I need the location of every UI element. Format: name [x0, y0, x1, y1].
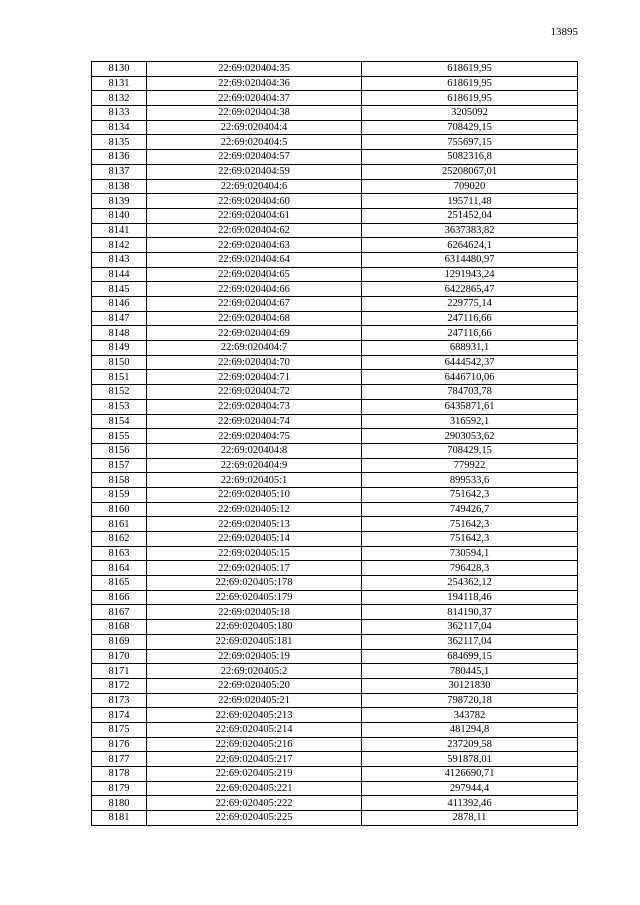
cadastral-number-cell: 22:69:020404:4 — [147, 120, 362, 135]
row-number-cell: 8179 — [92, 781, 147, 796]
cadastral-number-cell: 22:69:020405:219 — [147, 767, 362, 782]
row-number-cell: 8173 — [92, 693, 147, 708]
row-number-cell: 8174 — [92, 708, 147, 723]
table-row — [92, 664, 578, 679]
table-row — [92, 561, 578, 576]
cadastral-value-cell: 237209,58 — [362, 737, 578, 752]
table-row — [92, 546, 578, 561]
row-number-cell: 8151 — [92, 370, 147, 385]
cadastral-number-cell: 22:69:020404:59 — [147, 164, 362, 179]
table-row — [92, 76, 578, 91]
row-number-cell: 8180 — [92, 796, 147, 811]
table-row — [92, 605, 578, 620]
row-number-cell: 8137 — [92, 164, 147, 179]
cadastral-number-cell: 22:69:020404:67 — [147, 297, 362, 312]
row-number-cell: 8141 — [92, 223, 147, 238]
cadastral-number-cell: 22:69:020404:7 — [147, 341, 362, 356]
table-row — [92, 590, 578, 605]
row-number-cell: 8136 — [92, 150, 147, 165]
cadastral-number-cell: 22:69:020404:72 — [147, 385, 362, 400]
cadastral-value-cell: 779922 — [362, 458, 578, 473]
cadastral-number-cell: 22:69:020405:217 — [147, 752, 362, 767]
cadastral-number-cell: 22:69:020404:8 — [147, 443, 362, 458]
cadastral-value-cell: 784703,78 — [362, 385, 578, 400]
cadastral-number-cell: 22:69:020404:69 — [147, 326, 362, 341]
table-row — [92, 517, 578, 532]
table-row — [92, 429, 578, 444]
table-row — [92, 399, 578, 414]
cadastral-value-cell: 751642,3 — [362, 532, 578, 547]
cadastral-number-cell: 22:69:020404:5 — [147, 135, 362, 150]
table-row — [92, 414, 578, 429]
table-row — [92, 223, 578, 238]
table-row — [92, 311, 578, 326]
table-row — [92, 634, 578, 649]
row-number-cell: 8150 — [92, 355, 147, 370]
cadastral-number-cell: 22:69:020404:61 — [147, 208, 362, 223]
row-number-cell: 8132 — [92, 91, 147, 106]
row-number-cell: 8172 — [92, 678, 147, 693]
table-row — [92, 620, 578, 635]
cadastral-number-cell: 22:69:020404:63 — [147, 238, 362, 253]
cadastral-value-cell: 751642,3 — [362, 487, 578, 502]
row-number-cell: 8154 — [92, 414, 147, 429]
cadastral-number-cell: 22:69:020405:18 — [147, 605, 362, 620]
table-row — [92, 693, 578, 708]
cadastral-number-cell: 22:69:020404:35 — [147, 62, 362, 77]
table-row — [92, 458, 578, 473]
row-number-cell: 8168 — [92, 620, 147, 635]
cadastral-value-cell: 780445,1 — [362, 664, 578, 679]
row-number-cell: 8166 — [92, 590, 147, 605]
cadastral-number-cell: 22:69:020404:37 — [147, 91, 362, 106]
table-row — [92, 238, 578, 253]
cadastral-value-cell: 2878,11 — [362, 811, 578, 826]
row-number-cell: 8147 — [92, 311, 147, 326]
cadastral-value-cell: 481294,8 — [362, 722, 578, 737]
row-number-cell: 8165 — [92, 576, 147, 591]
cadastral-number-cell: 22:69:020405:222 — [147, 796, 362, 811]
table-body — [92, 62, 578, 826]
row-number-cell: 8145 — [92, 282, 147, 297]
row-number-cell: 8163 — [92, 546, 147, 561]
table-row — [92, 752, 578, 767]
cadastral-value-cell: 708429,15 — [362, 443, 578, 458]
row-number-cell: 8170 — [92, 649, 147, 664]
cadastral-number-cell: 22:69:020405:213 — [147, 708, 362, 723]
row-number-cell: 8155 — [92, 429, 147, 444]
cadastral-value-cell: 6264624,1 — [362, 238, 578, 253]
row-number-cell: 8181 — [92, 811, 147, 826]
cadastral-number-cell: 22:69:020404:62 — [147, 223, 362, 238]
row-number-cell: 8164 — [92, 561, 147, 576]
table-row — [92, 722, 578, 737]
table-row — [92, 326, 578, 341]
table-row — [92, 297, 578, 312]
cadastral-value-cell: 30121830 — [362, 678, 578, 693]
cadastral-value-cell: 6314480,97 — [362, 252, 578, 267]
cadastral-value-cell: 684699,15 — [362, 649, 578, 664]
cadastral-value-cell: 755697,15 — [362, 135, 578, 150]
cadastral-value-cell: 411392,46 — [362, 796, 578, 811]
cadastral-number-cell: 22:69:020405:15 — [147, 546, 362, 561]
cadastral-value-cell: 749426,7 — [362, 502, 578, 517]
table-row — [92, 62, 578, 77]
row-number-cell: 8175 — [92, 722, 147, 737]
cadastral-value-cell: 1291943,24 — [362, 267, 578, 282]
cadastral-number-cell: 22:69:020404:68 — [147, 311, 362, 326]
cadastral-value-cell: 688931,1 — [362, 341, 578, 356]
row-number-cell: 8159 — [92, 487, 147, 502]
cadastral-value-cell: 25208067,01 — [362, 164, 578, 179]
table-row — [92, 473, 578, 488]
row-number-cell: 8153 — [92, 399, 147, 414]
row-number-cell: 8176 — [92, 737, 147, 752]
cadastral-number-cell: 22:69:020404:64 — [147, 252, 362, 267]
cadastral-value-cell: 6422865,47 — [362, 282, 578, 297]
cadastral-number-cell: 22:69:020405:179 — [147, 590, 362, 605]
cadastral-value-table — [91, 61, 578, 826]
cadastral-number-cell: 22:69:020404:66 — [147, 282, 362, 297]
row-number-cell: 8152 — [92, 385, 147, 400]
row-number-cell: 8131 — [92, 76, 147, 91]
cadastral-number-cell: 22:69:020405:13 — [147, 517, 362, 532]
cadastral-number-cell: 22:69:020404:73 — [147, 399, 362, 414]
table-row — [92, 811, 578, 826]
row-number-cell: 8161 — [92, 517, 147, 532]
cadastral-value-cell: 730594,1 — [362, 546, 578, 561]
cadastral-number-cell: 22:69:020405:12 — [147, 502, 362, 517]
table-row — [92, 576, 578, 591]
row-number-cell: 8178 — [92, 767, 147, 782]
row-number-cell: 8144 — [92, 267, 147, 282]
cadastral-value-cell: 247116,66 — [362, 311, 578, 326]
table-row — [92, 106, 578, 121]
table-row — [92, 370, 578, 385]
row-number-cell: 8139 — [92, 194, 147, 209]
cadastral-value-cell: 814190,37 — [362, 605, 578, 620]
row-number-cell: 8146 — [92, 297, 147, 312]
cadastral-number-cell: 22:69:020404:6 — [147, 179, 362, 194]
cadastral-number-cell: 22:69:020405:221 — [147, 781, 362, 796]
table-row — [92, 385, 578, 400]
row-number-cell: 8167 — [92, 605, 147, 620]
cadastral-number-cell: 22:69:020404:57 — [147, 150, 362, 165]
cadastral-number-cell: 22:69:020405:178 — [147, 576, 362, 591]
cadastral-value-cell: 4126690,71 — [362, 767, 578, 782]
cadastral-number-cell: 22:69:020404:75 — [147, 429, 362, 444]
table-row — [92, 282, 578, 297]
table-row — [92, 796, 578, 811]
cadastral-value-cell: 2903053,62 — [362, 429, 578, 444]
cadastral-value-cell: 618619,95 — [362, 91, 578, 106]
table-row — [92, 767, 578, 782]
table-row — [92, 208, 578, 223]
row-number-cell: 8133 — [92, 106, 147, 121]
table-row — [92, 487, 578, 502]
row-number-cell: 8134 — [92, 120, 147, 135]
cadastral-value-cell: 751642,3 — [362, 517, 578, 532]
cadastral-value-cell: 362117,04 — [362, 620, 578, 635]
row-number-cell: 8158 — [92, 473, 147, 488]
cadastral-number-cell: 22:69:020405:180 — [147, 620, 362, 635]
table-row — [92, 532, 578, 547]
row-number-cell: 8135 — [92, 135, 147, 150]
cadastral-value-cell: 796428,3 — [362, 561, 578, 576]
cadastral-value-cell: 3205092 — [362, 106, 578, 121]
cadastral-value-cell: 6446710,06 — [362, 370, 578, 385]
page-number: 13895 — [550, 26, 578, 38]
row-number-cell: 8149 — [92, 341, 147, 356]
row-number-cell: 8160 — [92, 502, 147, 517]
cadastral-number-cell: 22:69:020405:21 — [147, 693, 362, 708]
table-row — [92, 267, 578, 282]
table-row — [92, 341, 578, 356]
cadastral-number-cell: 22:69:020404:60 — [147, 194, 362, 209]
row-number-cell: 8177 — [92, 752, 147, 767]
cadastral-number-cell: 22:69:020405:2 — [147, 664, 362, 679]
cadastral-value-cell: 708429,15 — [362, 120, 578, 135]
cadastral-number-cell: 22:69:020404:38 — [147, 106, 362, 121]
cadastral-number-cell: 22:69:020405:1 — [147, 473, 362, 488]
cadastral-value-cell: 899533,6 — [362, 473, 578, 488]
row-number-cell: 8171 — [92, 664, 147, 679]
table-row — [92, 91, 578, 106]
table-row — [92, 781, 578, 796]
row-number-cell: 8148 — [92, 326, 147, 341]
cadastral-value-cell: 343782 — [362, 708, 578, 723]
cadastral-value-cell: 229775,14 — [362, 297, 578, 312]
cadastral-value-cell: 195711,48 — [362, 194, 578, 209]
table-row — [92, 135, 578, 150]
table-row — [92, 502, 578, 517]
cadastral-value-cell: 194118,46 — [362, 590, 578, 605]
cadastral-number-cell: 22:69:020404:65 — [147, 267, 362, 282]
cadastral-number-cell: 22:69:020405:10 — [147, 487, 362, 502]
row-number-cell: 8156 — [92, 443, 147, 458]
row-number-cell: 8169 — [92, 634, 147, 649]
row-number-cell: 8162 — [92, 532, 147, 547]
table-row — [92, 649, 578, 664]
row-number-cell: 8157 — [92, 458, 147, 473]
table-row — [92, 708, 578, 723]
table-row — [92, 150, 578, 165]
table-row — [92, 737, 578, 752]
table-row — [92, 443, 578, 458]
cadastral-number-cell: 22:69:020405:14 — [147, 532, 362, 547]
cadastral-value-cell: 362117,04 — [362, 634, 578, 649]
row-number-cell: 8130 — [92, 62, 147, 77]
row-number-cell: 8140 — [92, 208, 147, 223]
cadastral-number-cell: 22:69:020404:74 — [147, 414, 362, 429]
cadastral-value-cell: 247116,66 — [362, 326, 578, 341]
cadastral-value-cell: 6435871,61 — [362, 399, 578, 414]
table-row — [92, 252, 578, 267]
cadastral-value-cell: 618619,95 — [362, 62, 578, 77]
cadastral-number-cell: 22:69:020405:216 — [147, 737, 362, 752]
cadastral-number-cell: 22:69:020405:181 — [147, 634, 362, 649]
cadastral-value-cell: 618619,95 — [362, 76, 578, 91]
row-number-cell: 8138 — [92, 179, 147, 194]
cadastral-value-cell: 798720,18 — [362, 693, 578, 708]
row-number-cell: 8143 — [92, 252, 147, 267]
table-row — [92, 179, 578, 194]
table-row — [92, 194, 578, 209]
cadastral-value-cell: 316592,1 — [362, 414, 578, 429]
cadastral-number-cell: 22:69:020404:70 — [147, 355, 362, 370]
cadastral-number-cell: 22:69:020404:71 — [147, 370, 362, 385]
table-row — [92, 164, 578, 179]
table-row — [92, 678, 578, 693]
cadastral-number-cell: 22:69:020405:19 — [147, 649, 362, 664]
cadastral-value-cell: 297944,4 — [362, 781, 578, 796]
cadastral-value-cell: 254362,12 — [362, 576, 578, 591]
cadastral-value-cell: 5082316,8 — [362, 150, 578, 165]
row-number-cell: 8142 — [92, 238, 147, 253]
table-row — [92, 120, 578, 135]
cadastral-number-cell: 22:69:020405:225 — [147, 811, 362, 826]
cadastral-value-cell: 6444542,37 — [362, 355, 578, 370]
table-row — [92, 355, 578, 370]
cadastral-value-cell: 709020 — [362, 179, 578, 194]
cadastral-number-cell: 22:69:020405:17 — [147, 561, 362, 576]
cadastral-number-cell: 22:69:020405:20 — [147, 678, 362, 693]
cadastral-number-cell: 22:69:020404:36 — [147, 76, 362, 91]
cadastral-number-cell: 22:69:020404:9 — [147, 458, 362, 473]
cadastral-number-cell: 22:69:020405:214 — [147, 722, 362, 737]
cadastral-value-cell: 591878,01 — [362, 752, 578, 767]
cadastral-value-cell: 251452,04 — [362, 208, 578, 223]
cadastral-value-cell: 3637383,82 — [362, 223, 578, 238]
